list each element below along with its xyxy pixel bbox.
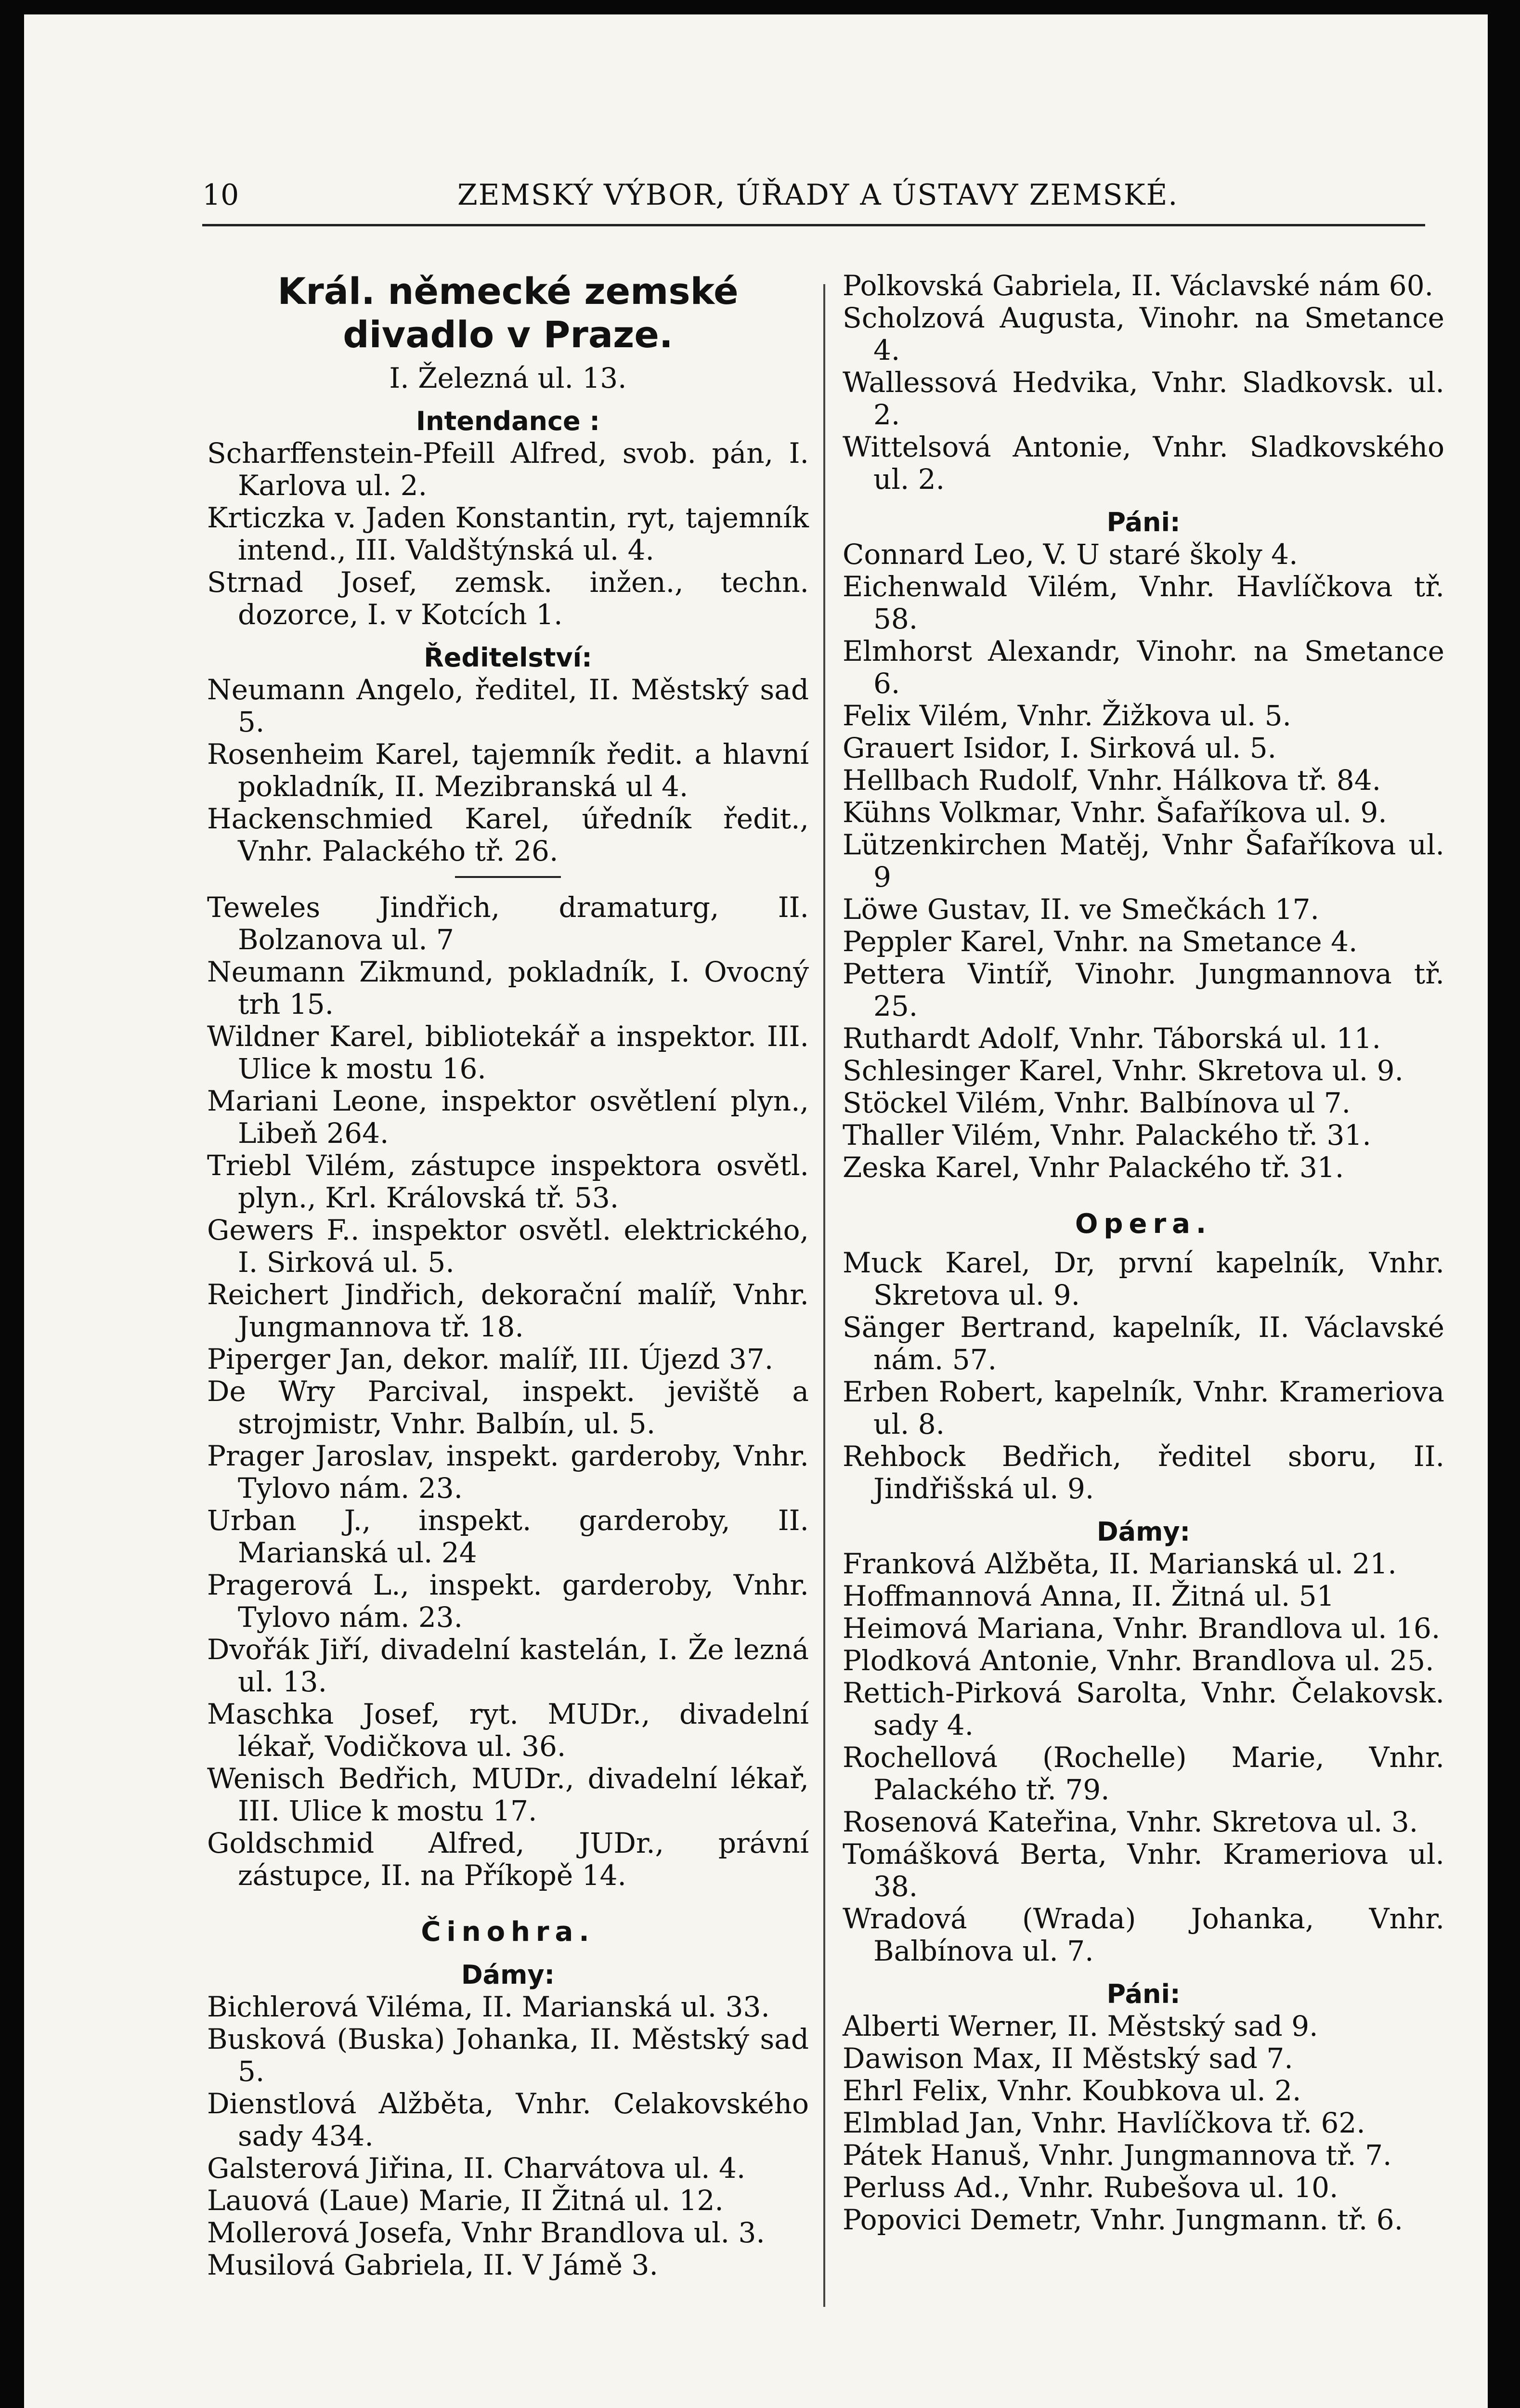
page-number: 10 (202, 178, 239, 212)
list-entry: Triebl Vilém, zástupce inspektora osvětl. plyn., Krl. Královská tř. 53. (207, 1149, 809, 1214)
list-entry: Connard Leo, V. U staré školy 4. (843, 538, 1298, 571)
list-entry: Kühns Volkmar, Vnhr. Šafaříkova ul. 9. (843, 796, 1387, 829)
opera-pani-heading: Páni: (1106, 1979, 1181, 2009)
list-entry: Popovici Demetr, Vnhr. Jungmann. tř. 6. (843, 2203, 1403, 2236)
list-entry: Dienstlová Alžběta, Vnhr. Celakovského sady 434. (207, 2087, 809, 2152)
opera-pani-list (843, 2010, 1444, 2236)
header-rule (202, 224, 1425, 226)
cinohra-pani-heading: Páni: (1106, 507, 1181, 537)
opera-heading: Opera. (1075, 1208, 1212, 1240)
list-entry: Tomášková Berta, Vnhr. Krameriova ul. 38. (843, 1838, 1444, 1903)
staff-list (207, 891, 809, 1892)
list-entry: Erben Robert, kapelník, Vnhr. Krameriova ul. 8. (843, 1375, 1444, 1440)
list-entry: Elmblad Jan, Vnhr. Havlíčkova tř. 62. (843, 2107, 1365, 2139)
list-entry: Zeska Karel, Vnhr Palackého tř. 31. (843, 1151, 1344, 1184)
list-entry: Hackenschmied Karel, úředník ředit., Vnhr. Palackého tř. 26. (207, 802, 809, 867)
list-entry: Muck Karel, Dr, první kapelník, Vnhr. Skretova ul. 9. (843, 1246, 1444, 1311)
list-entry: Heimová Mariana, Vnhr. Brandlova ul. 16. (843, 1612, 1441, 1645)
list-entry: Löwe Gustav, II. ve Smečkách 17. (843, 893, 1319, 926)
cinohra-heading: Činohra. (421, 1916, 595, 1948)
list-entry: Dvořák Jiří, divadelní kastelán, I. Že lezná ul. 13. (207, 1633, 809, 1698)
list-entry: Rosenová Kateřina, Vnhr. Skretova ul. 3. (843, 1806, 1418, 1838)
list-entry: Rettich-Pirková Sarolta, Vnhr. Čelakovsk. sady 4. (843, 1676, 1444, 1741)
intendance-list (207, 437, 809, 631)
list-entry: Schlesinger Karel, Vnhr. Skretova ul. 9. (843, 1054, 1403, 1087)
right-column (843, 270, 1444, 2236)
list-entry: Wallessová Hedvika, Vnhr. Sladkovsk. ul. 2. (843, 366, 1444, 431)
intendance-heading: Intendance : (416, 406, 600, 436)
theatre-title: Král. německé zemské divadlo v Praze. (277, 270, 739, 356)
list-entry: Hellbach Rudolf, Vnhr. Hálkova tř. 84. (843, 764, 1381, 797)
opera-staff-list (843, 1247, 1444, 1505)
list-entry: Neumann Angelo, ředitel, II. Městský sad 5. (207, 673, 809, 738)
list-entry: Peppler Karel, Vnhr. na Smetance 4. (843, 925, 1358, 958)
cinohra-damy-heading: Dámy: (461, 1960, 555, 1990)
list-entry: Neumann Zikmund, pokladník, I. Ovocný trh 15. (207, 955, 809, 1021)
list-entry: Pátek Hanuš, Vnhr. Jungmannova tř. 7. (843, 2139, 1392, 2172)
list-entry: Pettera Vintíř, Vinohr. Jungmannova tř. 25. (843, 957, 1444, 1022)
reditelstvi-heading: Ředitelství: (424, 642, 592, 673)
list-entry: Musilová Gabriela, II. V Jámě 3. (207, 2249, 658, 2281)
list-entry: Rehbock Bedřich, ředitel sboru, II. Jindřišská ul. 9. (843, 1440, 1444, 1505)
cinohra-pani-list (843, 538, 1444, 1184)
book-page (24, 14, 1488, 2408)
list-entry: Mariani Leone, inspektor osvětlení plyn., Libeň 264. (207, 1085, 809, 1150)
list-entry: Mollerová Josefa, Vnhr Brandlova ul. 3. (207, 2216, 765, 2249)
list-entry: Wradová (Wrada) Johanka, Vnhr. Balbínova ul. 7. (843, 1902, 1444, 1967)
list-entry: Stöckel Vilém, Vnhr. Balbínova ul 7. (843, 1086, 1351, 1119)
list-entry: Reichert Jindřich, dekorační malíř, Vnhr. Jungmannova tř. 18. (207, 1278, 809, 1343)
list-entry: Sänger Bertrand, kapelník, II. Václavské nám. 57. (843, 1311, 1444, 1376)
list-entry: Scholzová Augusta, Vinohr. na Smetance 4. (843, 301, 1444, 366)
column-divider (823, 284, 825, 2307)
theatre-address: I. Železná ul. 13. (389, 362, 627, 394)
list-entry: Teweles Jindřich, dramaturg, II. Bolzanova ul. 7 (207, 891, 809, 956)
list-entry: Eichenwald Vilém, Vnhr. Havlíčkova tř. 58. (843, 570, 1444, 635)
damy-continued-list (843, 270, 1444, 496)
list-entry: Wittelsová Antonie, Vnhr. Sladkovského ul. 2. (843, 431, 1444, 496)
list-entry: Piperger Jan, dekor. malíř, III. Újezd 37. (207, 1343, 774, 1375)
list-entry: Gewers F.. inspektor osvětl. elektrického, I. Sirková ul. 5. (207, 1214, 809, 1279)
opera-damy-list (843, 1548, 1444, 1967)
left-column (207, 270, 809, 2281)
list-entry: Pragerová L., inspekt. garderoby, Vnhr. Tylovo nám. 23. (207, 1569, 809, 1634)
list-entry: Wildner Karel, bibliotekář a inspektor. III. Ulice k mostu 16. (207, 1020, 809, 1085)
running-header (202, 164, 1425, 226)
list-entry: Urban J., inspekt. garderoby, II. Marianská ul. 24 (207, 1504, 809, 1569)
list-entry: Hoffmannová Anna, II. Žitná ul. 51 (843, 1580, 1335, 1612)
list-entry: Franková Alžběta, II. Marianská ul. 21. (843, 1547, 1397, 1580)
reditelstvi-list (207, 674, 809, 867)
running-title: ZEMSKÝ VÝBOR, ÚŘADY A ÚSTAVY ZEMSKÉ. (457, 178, 1179, 212)
list-entry: De Wry Parcival, inspekt. jeviště a strojmistr, Vnhr. Balbín, ul. 5. (207, 1375, 809, 1440)
list-entry: Lauová (Laue) Marie, II Žitná ul. 12. (207, 2184, 724, 2217)
list-entry: Elmhorst Alexandr, Vinohr. na Smetance 6. (843, 635, 1444, 700)
list-entry: Ruthardt Adolf, Vnhr. Táborská ul. 11. (843, 1022, 1381, 1055)
list-entry: Goldschmid Alfred, JUDr., právní zástupce, II. na Příkopě 14. (207, 1827, 809, 1892)
list-entry: Rosenheim Karel, tajemník ředit. a hlavní pokladník, II. Mezibranská ul 4. (207, 738, 809, 803)
list-entry: Ehrl Felix, Vnhr. Koubkova ul. 2. (843, 2074, 1301, 2107)
opera-damy-heading: Dámy: (1096, 1517, 1191, 1547)
list-entry: Galsterová Jiřina, II. Charvátova ul. 4. (207, 2152, 746, 2185)
list-entry: Strnad Josef, zemsk. inžen., techn. dozorce, I. v Kotcích 1. (207, 566, 809, 631)
list-entry: Prager Jaroslav, inspekt. garderoby, Vnhr. Tylovo nám. 23. (207, 1440, 809, 1505)
list-entry: Maschka Josef, ryt. MUDr., divadelní lékař, Vodičkova ul. 36. (207, 1698, 809, 1763)
list-entry: Plodková Antonie, Vnhr. Brandlova ul. 25. (843, 1644, 1434, 1677)
list-entry: Polkovská Gabriela, II. Václavské nám 60. (843, 269, 1434, 302)
list-entry: Krticzka v. Jaden Konstantin, ryt, tajemník intend., III. Valdštýnská ul. 4. (207, 501, 809, 566)
cinohra-damy-list (207, 1991, 809, 2281)
list-entry: Lützenkirchen Matěj, Vnhr Šafaříkova ul. 9 (843, 828, 1444, 893)
list-entry: Thaller Vilém, Vnhr. Palackého tř. 31. (843, 1119, 1371, 1152)
list-entry: Alberti Werner, II. Městský sad 9. (843, 2010, 1318, 2042)
list-entry: Scharffenstein-Pfeill Alfred, svob. pán, I. Karlova ul. 2. (207, 437, 809, 502)
list-entry: Perluss Ad., Vnhr. Rubešova ul. 10. (843, 2171, 1338, 2204)
list-entry: Rochellová (Rochelle) Marie, Vnhr. Palackého tř. 79. (843, 1741, 1444, 1806)
list-entry: Busková (Buska) Johanka, II. Městský sad 5. (207, 2023, 809, 2088)
list-entry: Bichlerová Viléma, II. Marianská ul. 33. (207, 1990, 770, 2023)
list-entry: Dawison Max, II Městský sad 7. (843, 2042, 1293, 2075)
list-entry: Wenisch Bedřich, MUDr., divadelní lékař, III. Ulice k mostu 17. (207, 1762, 809, 1827)
list-entry: Grauert Isidor, I. Sirková ul. 5. (843, 732, 1277, 764)
section-divider (455, 876, 561, 878)
list-entry: Felix Vilém, Vnhr. Žižkova ul. 5. (843, 699, 1291, 732)
